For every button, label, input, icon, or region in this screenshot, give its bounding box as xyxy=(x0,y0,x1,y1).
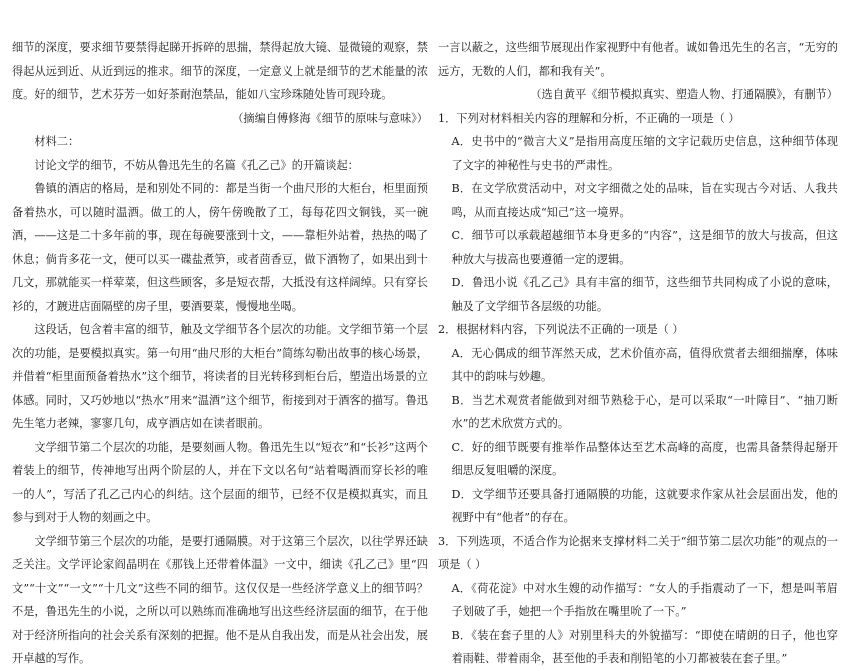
source-citation: （选自黄平《细节模拟真实、塑造人物、打通隔膜》，有删节） xyxy=(530,88,838,101)
quoted-passage: 鲁镇的酒店的格局，是和别处不同的：都是当街一个曲尺形的大柜台，柜里面预备着热水，可以随时温酒。做工的人，傍午傍晚散了工，每每花四文铜钱，买一碗酒，——这是二十多年前的事，现在每碗要涨到十文，——靠柜外站着，热热的喝了休息；倘肯多花一文，便可以买一碟盐煮笋，或者茴香豆，做下酒物了，如果出到十几文，那就能买一样荤菜，但这些顾客，多是短衣帮，大抵没有这样阔绰。只有穿长衫的，才踱进店面隔壁的房子里，要酒要菜，慢慢地坐喝。 xyxy=(12,182,428,313)
question-3: 3．下列选项，不适合作为论据来支撑材料二关于“细节第二层次功能”的观点的一项是（ ） xyxy=(438,534,838,571)
option-1d: D．鲁迅小说《孔乙己》具有丰富的细节，这些细节共同构成了小说的意味，触及了文学细节各层级的功能。 xyxy=(451,276,838,313)
question-2: 2．根据材料内容，下列说法不正确的一项是（ ） xyxy=(438,323,684,336)
option-2a: A．无心偶成的细节浑然天成，艺术价值亦高，值得欣赏者去细细揣摩，体味其中的韵味与妙趣。 xyxy=(451,346,838,383)
source-citation: （摘编自傅修海《细节的原味与意味》） xyxy=(232,111,428,125)
option-1a: A．史书中的“微言大义”是指用高度压缩的文字记载历史信息，这种细节体现了文字的神秘性与史书的严肃性。 xyxy=(451,135,838,172)
question-1: 1．下列对材料相关内容的理解和分析，不正确的一项是（ ） xyxy=(438,111,740,125)
option-2c: C．好的细节既要有推举作品整体达至艺术高峰的高度，也需具备禁得起掰开细思反复咀嚼的深度。 xyxy=(451,440,838,477)
option-2b: B．当艺术观赏者能做到对细节熟稔于心，是可以采取“一叶障目”、“抽刀断水”的艺术欣赏方式的。 xyxy=(451,393,838,430)
paragraph: 这段话，包含着丰富的细节，触及文学细节各个层次的功能。文学细节第一个层次的功能，是要模拟真实。第一句用“曲尺形的大柜台”简练勾勒出故事的核心场景，并借着“柜里面预备着热水”这个细节，将读者的目光转移到柜台后，塑造出场景的立体感。同时，又巧妙地以“热水”用来“温酒”这个细节，衔接到对于酒客的描写。鲁迅先生笔力老辣，寥寥几句，成亨酒店如在读者眼前。 xyxy=(12,323,428,430)
paragraph: 细节的深度，要求细节要禁得起睇开拆碎的思揣，禁得起放大镜、显微镜的观察，禁得起从远到近、从近到远的推求。细节的深度，一定意义上就是细节的艺术能量的浓度。好的细节，艺术芬芳一如好茶耐泡禁品，能如八宝珍珠随处皆可现玲珑。 xyxy=(12,41,428,101)
option-2d: D．文学细节还要具备打通隔膜的功能，这就要求作家从社会层面出发，他的视野中有“他者”的存在。 xyxy=(451,487,838,524)
option-1b: B．在文学欣赏活动中，对文字细微之处的品味，旨在实现古今对话、人我共鸣，从而直接达成“知己”这一境界。 xyxy=(451,182,838,219)
option-3b: B．《装在套子里的人》对别里科夫的外貌描写：“即使在晴朗的日子，他也穿着雨鞋、带着雨伞，甚至他的手表和削铅笔的小刀都被装在套子里。” xyxy=(451,628,838,665)
option-3a: A．《荷花淀》中对水生嫂的动作描写：“女人的手指震动了一下，想是叫苇眉子划破了手，她把一个手指放在嘴里吮了一下。” xyxy=(451,581,838,618)
left-column xyxy=(12,36,428,671)
paragraph: 讨论文学的细节，不妨从鲁迅先生的名篇《孔乙己》的开篇谈起： xyxy=(34,158,359,172)
paragraph: 文学细节第三个层次的功能，是要打通隔膜。对于这第三个层次，以往学界还缺乏关注。文学评论家阎晶明在《那钱上还带着体温》一文中，细读《孔乙己》里“四文”“十文”“一文”“十几文”这些不同的细节。这仅仅是一些经济学意义上的细节吗？不是，鲁迅先生的小说，之所以可以熟练而准确地写出这些经济层面的细节，在于他对于经济所指向的社会关系有深刻的把握。他不是从自我出发，而是从社会出发，展开卓越的写作。 xyxy=(12,534,428,665)
option-1c: C．细节可以承载超越细节本身更多的“内容”，这是细节的放大与拔高，但这种放大与拔高也要遵循一定的逻辑。 xyxy=(451,229,838,266)
paragraph: 一言以蔽之，这些细节展现出作家视野中有他者。诚如鲁迅先生的名言，“无穷的远方，无数的人们，都和我有关”。 xyxy=(438,41,838,78)
paragraph: 文学细节第二个层次的功能，是要刻画人物。鲁迅先生以“短衣”和“长衫”这两个着装上的细节，传神地写出两个阶层的人，并在下文以名句“站着喝酒而穿长衫的唯一的人”，写活了孔乙己内心的纠结。这个层面的细节，已经不仅是模拟真实，而且参与到对于人物的刻画之中。 xyxy=(12,440,428,524)
material-heading: 材料二： xyxy=(34,135,80,148)
right-column xyxy=(438,36,838,671)
